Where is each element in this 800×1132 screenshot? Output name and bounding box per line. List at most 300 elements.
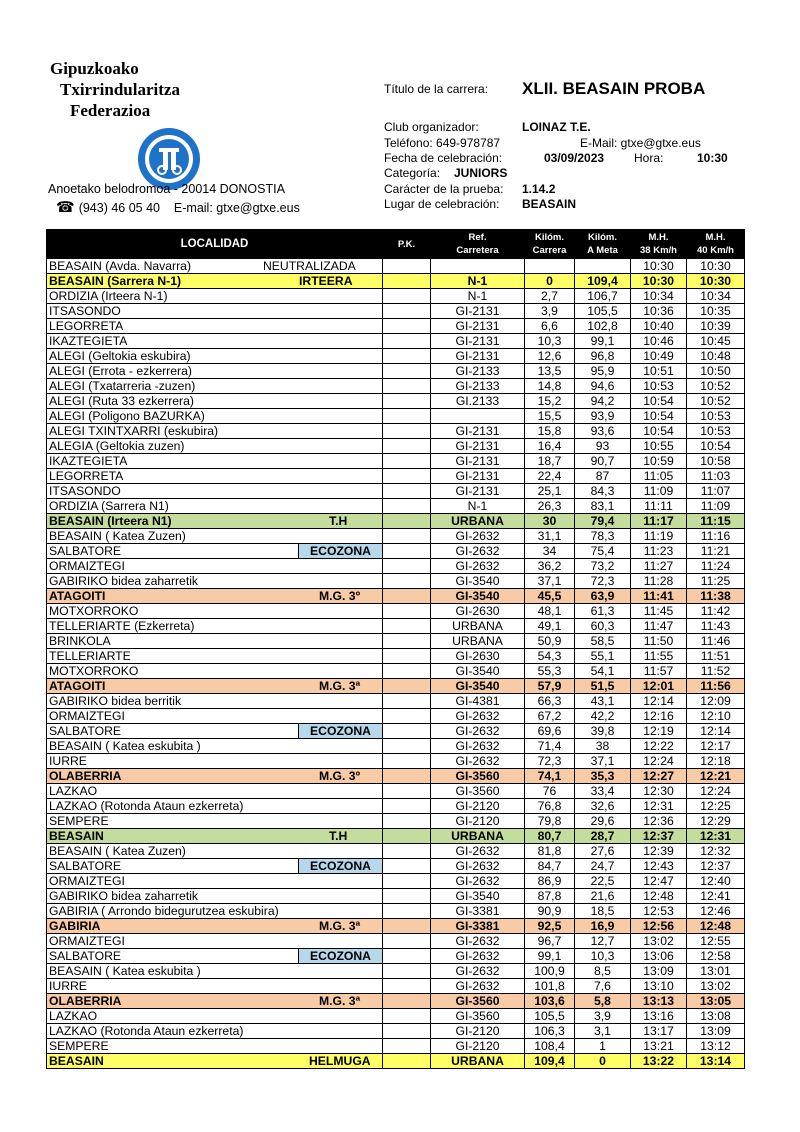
cell-km: 12,6 [525, 349, 575, 364]
localidad-text: ITSASONDO [49, 304, 121, 318]
cell-h40: 11:51 [687, 649, 745, 664]
cell-ecozona [299, 859, 383, 874]
cell-localidad [47, 349, 383, 364]
cell-h40: 11:38 [687, 589, 745, 604]
cell-ref: N-1 [431, 499, 525, 514]
federation-name-line2: Txirrindularitza [60, 80, 180, 99]
federation-email: E-mail: gtxe@gtxe.eus [173, 201, 300, 215]
cell-meta: 95,9 [575, 364, 631, 379]
cell-meta: 83,1 [575, 499, 631, 514]
row-tag: NEUTRALIZADA [263, 259, 356, 273]
cell-h38: 12:48 [631, 889, 687, 904]
row-tag: M.G. 3ª [319, 679, 361, 693]
cell-ref: GI-2632 [431, 979, 525, 994]
cell-pk [383, 964, 431, 979]
club-label: Club organizador: [384, 120, 479, 134]
cell-ref [431, 259, 525, 274]
cell-localidad [47, 574, 383, 589]
cell-pk [383, 904, 431, 919]
localidad-text: ORMAIZTEGI [49, 874, 125, 888]
table-row [47, 739, 745, 754]
cell-h38: 10:55 [631, 439, 687, 454]
cell-km: 69,6 [525, 724, 575, 739]
cell-meta: 43,1 [575, 694, 631, 709]
cell-meta: 93 [575, 439, 631, 454]
localidad-text: ALEGI (Errota - ezkerrera) [49, 364, 192, 378]
cell-pk [383, 769, 431, 784]
table-header-row [47, 230, 745, 259]
cell-pk [383, 454, 431, 469]
cell-km: 101,8 [525, 979, 575, 994]
localidad-text: ORDIZIA (Sarrera N1) [49, 499, 169, 513]
cell-h40: 11:21 [687, 544, 745, 559]
table-row [47, 694, 745, 709]
localidad-text: SALBATORE [49, 724, 122, 738]
cell-h38: 11:55 [631, 649, 687, 664]
cell-meta: 54,1 [575, 664, 631, 679]
cell-ref: GI-3560 [431, 994, 525, 1009]
cell-km: 87,8 [525, 889, 575, 904]
localidad-text: BEASAIN (Irteera N1) [49, 514, 172, 528]
localidad-text: SALBATORE [49, 544, 122, 558]
cell-localidad [47, 544, 299, 559]
cell-localidad [47, 259, 383, 274]
cell-h40: 12:46 [687, 904, 745, 919]
cell-h40: 10:48 [687, 349, 745, 364]
cell-km: 71,4 [525, 739, 575, 754]
cell-h40: 11:15 [687, 514, 745, 529]
localidad-text: LEGORRETA [49, 469, 124, 483]
cell-h40: 11:24 [687, 559, 745, 574]
localidad-text: ITSASONDO [49, 484, 121, 498]
cell-pk [383, 409, 431, 424]
cell-h40: 10:35 [687, 304, 745, 319]
cell-pk [383, 334, 431, 349]
cell-h40: 11:52 [687, 664, 745, 679]
cell-localidad [47, 454, 383, 469]
cell-h40: 12:09 [687, 694, 745, 709]
cell-ref: GI-2630 [431, 604, 525, 619]
table-row [47, 979, 745, 994]
cell-localidad [47, 634, 383, 649]
cell-h40: 12:32 [687, 844, 745, 859]
cell-localidad [47, 334, 383, 349]
localidad-text: ATAGOITI [49, 679, 106, 693]
cell-localidad [47, 769, 383, 784]
cell-pk [383, 664, 431, 679]
cell-km: 100,9 [525, 964, 575, 979]
cell-pk [383, 919, 431, 934]
localidad-text: OLABERRIA [49, 769, 122, 783]
cell-h40: 12:40 [687, 874, 745, 889]
cell-km: 15,5 [525, 409, 575, 424]
localidad-text: LAZKAO [49, 784, 98, 798]
cell-localidad [47, 694, 383, 709]
table-row [47, 799, 745, 814]
localidad-text: BEASAIN ( Katea eskubita ) [49, 964, 201, 978]
cell-ref: GI-2120 [431, 799, 525, 814]
cell-localidad [47, 829, 383, 844]
cell-km: 15,2 [525, 394, 575, 409]
cell-meta: 93,9 [575, 409, 631, 424]
telephone-icon: ☎ [56, 199, 75, 216]
cell-localidad [47, 424, 383, 439]
localidad-text: BEASAIN [49, 829, 104, 843]
cell-pk [383, 349, 431, 364]
cell-pk [383, 949, 431, 964]
cell-pk [383, 979, 431, 994]
cell-meta: 0 [575, 1054, 631, 1069]
cell-h40: 10:53 [687, 409, 745, 424]
title-label: Título de la carrera: [384, 82, 489, 96]
cell-km: 30 [525, 514, 575, 529]
federation-name-line3: Federazioa [70, 101, 151, 120]
cell-pk [383, 844, 431, 859]
cell-h40: 12:10 [687, 709, 745, 724]
table-row [47, 499, 745, 514]
table-row [47, 844, 745, 859]
cell-localidad [47, 814, 383, 829]
localidad-text: LEGORRETA [49, 319, 124, 333]
localidad-text: MOTXORROKO [49, 604, 139, 618]
localidad-text: SALBATORE [49, 949, 122, 963]
row-tag: IRTEERA [299, 274, 353, 288]
cell-h38: 10:34 [631, 289, 687, 304]
cell-pk [383, 514, 431, 529]
cell-km: 66,3 [525, 694, 575, 709]
localidad-text: ORMAIZTEGI [49, 709, 125, 723]
localidad-text: TELLERIARTE (Ezkerreta) [49, 619, 195, 633]
cell-ref: GI-3540 [431, 679, 525, 694]
localidad-text: BEASAIN ( Katea Zuzen) [49, 844, 186, 858]
table-row [47, 589, 745, 604]
cell-ref: GI.2133 [431, 394, 525, 409]
cell-h38: 13:21 [631, 1039, 687, 1054]
cell-km: 109,4 [525, 1054, 575, 1069]
cell-km: 92,5 [525, 919, 575, 934]
table-row [47, 259, 745, 274]
table-row [47, 619, 745, 634]
cell-km: 45,5 [525, 589, 575, 604]
row-tag: M.G. 3ª [319, 919, 361, 933]
cell-pk [383, 889, 431, 904]
cell-km: 2,7 [525, 289, 575, 304]
cell-pk [383, 544, 431, 559]
cell-ref [431, 409, 525, 424]
row-tag: M.G. 3º [319, 769, 361, 783]
cell-h38: 13:10 [631, 979, 687, 994]
cell-km: 81,8 [525, 844, 575, 859]
cell-km: 37,1 [525, 574, 575, 589]
cell-meta: 75,4 [575, 544, 631, 559]
cell-pk [383, 394, 431, 409]
cell-h38: 12:53 [631, 904, 687, 919]
cell-h40: 12:41 [687, 889, 745, 904]
cell-pk [383, 484, 431, 499]
table-row [47, 514, 745, 529]
localidad-text: BEASAIN ( Katea eskubita ) [49, 739, 201, 753]
cell-meta: 72,3 [575, 574, 631, 589]
cell-km: 22,4 [525, 469, 575, 484]
cell-km: 67,2 [525, 709, 575, 724]
cell-km: 90,9 [525, 904, 575, 919]
phone-label: Teléfono: 649-978787 [384, 136, 501, 150]
cell-h38: 10:51 [631, 364, 687, 379]
cell-meta: 94,2 [575, 394, 631, 409]
localidad-text: ATAGOITI [49, 589, 106, 603]
cell-ref: GI-2131 [431, 454, 525, 469]
cell-localidad [47, 499, 383, 514]
header-km-carrera: Kilóm. Carrera [525, 230, 575, 259]
cell-localidad [47, 724, 299, 739]
cell-h38: 12:19 [631, 724, 687, 739]
cell-meta: 21,6 [575, 889, 631, 904]
table-row [47, 574, 745, 589]
cell-ecozona [299, 724, 383, 739]
cell-h40: 12:48 [687, 919, 745, 934]
localidad-text: IURRE [49, 979, 87, 993]
table-row [47, 454, 745, 469]
table-row [47, 829, 745, 844]
localidad-text: ALEGI (Txatarreria -zuzen) [49, 379, 196, 393]
cell-pk [383, 274, 431, 289]
cell-h40: 12:18 [687, 754, 745, 769]
cell-ecozona [299, 544, 383, 559]
cell-meta: 28,7 [575, 829, 631, 844]
cell-km: 14,8 [525, 379, 575, 394]
localidad-text: IKAZTEGIETA [49, 334, 128, 348]
table-row [47, 304, 745, 319]
cell-meta: 51,5 [575, 679, 631, 694]
localidad-text: GABIRIKO bidea zaharretik [49, 574, 199, 588]
cell-ref: GI-2632 [431, 709, 525, 724]
cell-km: 76,8 [525, 799, 575, 814]
cell-localidad [47, 394, 383, 409]
cell-meta: 63,9 [575, 589, 631, 604]
cell-km: 0 [525, 274, 575, 289]
cell-h40: 12:14 [687, 724, 745, 739]
table-row [47, 1039, 745, 1054]
cell-h40: 12:25 [687, 799, 745, 814]
cell-km: 13,5 [525, 364, 575, 379]
cell-meta: 38 [575, 739, 631, 754]
localidad-text: BEASAIN (Sarrera N-1) [49, 274, 182, 288]
cell-h38: 13:13 [631, 994, 687, 1009]
cell-localidad [47, 304, 383, 319]
cell-h40: 11:16 [687, 529, 745, 544]
cell-meta: 1 [575, 1039, 631, 1054]
cell-km: 79,8 [525, 814, 575, 829]
cell-h38: 13:22 [631, 1054, 687, 1069]
cell-meta: 106,7 [575, 289, 631, 304]
table-row [47, 874, 745, 889]
cell-meta: 32,6 [575, 799, 631, 814]
localidad-text: LAZKAO (Rotonda Ataun ezkerreta) [49, 799, 244, 813]
localidad-text: ORMAIZTEGI [49, 559, 125, 573]
cell-ref: GI-4381 [431, 694, 525, 709]
localidad-text: ALEGI (Poligono BAZURKA) [49, 409, 205, 423]
cell-h38: 10:54 [631, 424, 687, 439]
cell-ref: GI-3560 [431, 1009, 525, 1024]
cell-h38: 10:59 [631, 454, 687, 469]
cell-pk [383, 499, 431, 514]
cell-ref: GI-2632 [431, 754, 525, 769]
character-label: Carácter de la prueba: [384, 182, 504, 196]
cell-h40: 10:30 [687, 259, 745, 274]
cell-h40: 12:31 [687, 829, 745, 844]
cell-ref: GI-2120 [431, 814, 525, 829]
localidad-text: ALEGI (Geltokia eskubira) [49, 349, 191, 363]
table-row [47, 409, 745, 424]
cell-meta: 79,4 [575, 514, 631, 529]
localidad-text: ORDIZIA (Irteera N-1) [49, 289, 168, 303]
localidad-text: BEASAIN (Avda. Navarra) [49, 259, 192, 273]
localidad-text: IURRE [49, 754, 87, 768]
cell-h38: 12:37 [631, 829, 687, 844]
cell-h40: 10:39 [687, 319, 745, 334]
cell-localidad [47, 799, 383, 814]
cell-h38: 12:47 [631, 874, 687, 889]
cell-pk [383, 379, 431, 394]
cell-meta: 102,8 [575, 319, 631, 334]
cell-ref: GI-3540 [431, 664, 525, 679]
table-row [47, 889, 745, 904]
cell-h40: 10:53 [687, 424, 745, 439]
cell-localidad [47, 589, 383, 604]
email-label: E-Mail: gtxe@gtxe.eus [580, 136, 701, 150]
cell-meta: 27,6 [575, 844, 631, 859]
cell-h40: 11:56 [687, 679, 745, 694]
cell-h40: 12:17 [687, 739, 745, 754]
cell-pk [383, 424, 431, 439]
cell-ref: URBANA [431, 514, 525, 529]
cell-h40: 13:08 [687, 1009, 745, 1024]
cell-h40: 12:29 [687, 814, 745, 829]
ecozona-badge: ECOZONA [299, 544, 382, 558]
cell-localidad [47, 1039, 383, 1054]
cell-ref: GI-2632 [431, 964, 525, 979]
cell-km: 103,6 [525, 994, 575, 1009]
place-value: BEASAIN [522, 197, 577, 211]
cell-meta: 18,5 [575, 904, 631, 919]
table-row [47, 484, 745, 499]
cell-meta: 7,6 [575, 979, 631, 994]
cell-meta: 60,3 [575, 619, 631, 634]
cell-h40: 13:12 [687, 1039, 745, 1054]
localidad-text: SEMPERE [49, 1039, 109, 1053]
cell-localidad [47, 679, 383, 694]
table-row [47, 754, 745, 769]
cell-pk [383, 619, 431, 634]
table-row [47, 814, 745, 829]
cell-h40: 10:45 [687, 334, 745, 349]
cell-h38: 11:50 [631, 634, 687, 649]
cell-ref: URBANA [431, 829, 525, 844]
cell-meta: 5,8 [575, 994, 631, 1009]
localidad-text: BRINKOLA [49, 634, 111, 648]
table-row [47, 469, 745, 484]
cell-km: 84,7 [525, 859, 575, 874]
cell-pk [383, 814, 431, 829]
cell-meta: 37,1 [575, 754, 631, 769]
cell-h40: 10:30 [687, 274, 745, 289]
localidad-text: LAZKAO [49, 1009, 98, 1023]
table-row [47, 964, 745, 979]
cell-h38: 12:39 [631, 844, 687, 859]
cell-meta [575, 259, 631, 274]
table-row [47, 784, 745, 799]
localidad-text: GABIRIA ( Arrondo bidegurutzea eskubira) [49, 904, 279, 918]
cell-localidad [47, 919, 383, 934]
localidad-text: SALBATORE [49, 859, 122, 873]
cell-pk [383, 724, 431, 739]
cell-meta: 58,5 [575, 634, 631, 649]
ecozona-badge: ECOZONA [299, 724, 382, 738]
cell-meta: 84,3 [575, 484, 631, 499]
cell-pk [383, 589, 431, 604]
cell-h40: 12:55 [687, 934, 745, 949]
table-row [47, 664, 745, 679]
cell-ref: GI-3540 [431, 574, 525, 589]
cell-localidad [47, 364, 383, 379]
table-row [47, 1024, 745, 1039]
cell-km: 99,1 [525, 949, 575, 964]
cell-km: 18,7 [525, 454, 575, 469]
localidad-text: GABIRIKO bidea berritik [49, 694, 182, 708]
cell-meta: 94,6 [575, 379, 631, 394]
cell-localidad [47, 514, 383, 529]
cell-pk [383, 649, 431, 664]
table-row [47, 364, 745, 379]
cell-pk [383, 439, 431, 454]
cell-ref: URBANA [431, 1054, 525, 1069]
cell-h38: 12:56 [631, 919, 687, 934]
cell-ref: GI-2131 [431, 439, 525, 454]
cell-localidad [47, 904, 383, 919]
cell-h40: 13:05 [687, 994, 745, 1009]
cell-h38: 11:27 [631, 559, 687, 574]
table-row [47, 529, 745, 544]
cell-meta: 22,5 [575, 874, 631, 889]
cell-ref: GI-2632 [431, 844, 525, 859]
federation-address: Anoetako belodromoa - 20014 DONOSTIA [48, 182, 285, 196]
cell-h40: 12:37 [687, 859, 745, 874]
cell-ref: GI-2131 [431, 349, 525, 364]
localidad-text: TELLERIARTE [49, 649, 131, 663]
cell-h40: 10:50 [687, 364, 745, 379]
table-row [47, 649, 745, 664]
cell-meta: 39,8 [575, 724, 631, 739]
cell-pk [383, 364, 431, 379]
cell-ref: GI-2131 [431, 424, 525, 439]
cell-h40: 10:52 [687, 394, 745, 409]
cell-ref: GI-2131 [431, 484, 525, 499]
cell-h38: 11:57 [631, 664, 687, 679]
cell-meta: 87 [575, 469, 631, 484]
cell-h38: 13:09 [631, 964, 687, 979]
table-row [47, 439, 745, 454]
date-label: Fecha de celebración: [384, 151, 503, 165]
cell-meta: 10,3 [575, 949, 631, 964]
cell-ref: GI-2632 [431, 724, 525, 739]
cell-localidad [47, 994, 383, 1009]
cell-h38: 13:16 [631, 1009, 687, 1024]
cell-pk [383, 874, 431, 889]
cell-localidad [47, 874, 383, 889]
localidad-text: OLABERRIA [49, 994, 122, 1008]
cell-h38: 11:23 [631, 544, 687, 559]
cell-ref: GI-3381 [431, 904, 525, 919]
